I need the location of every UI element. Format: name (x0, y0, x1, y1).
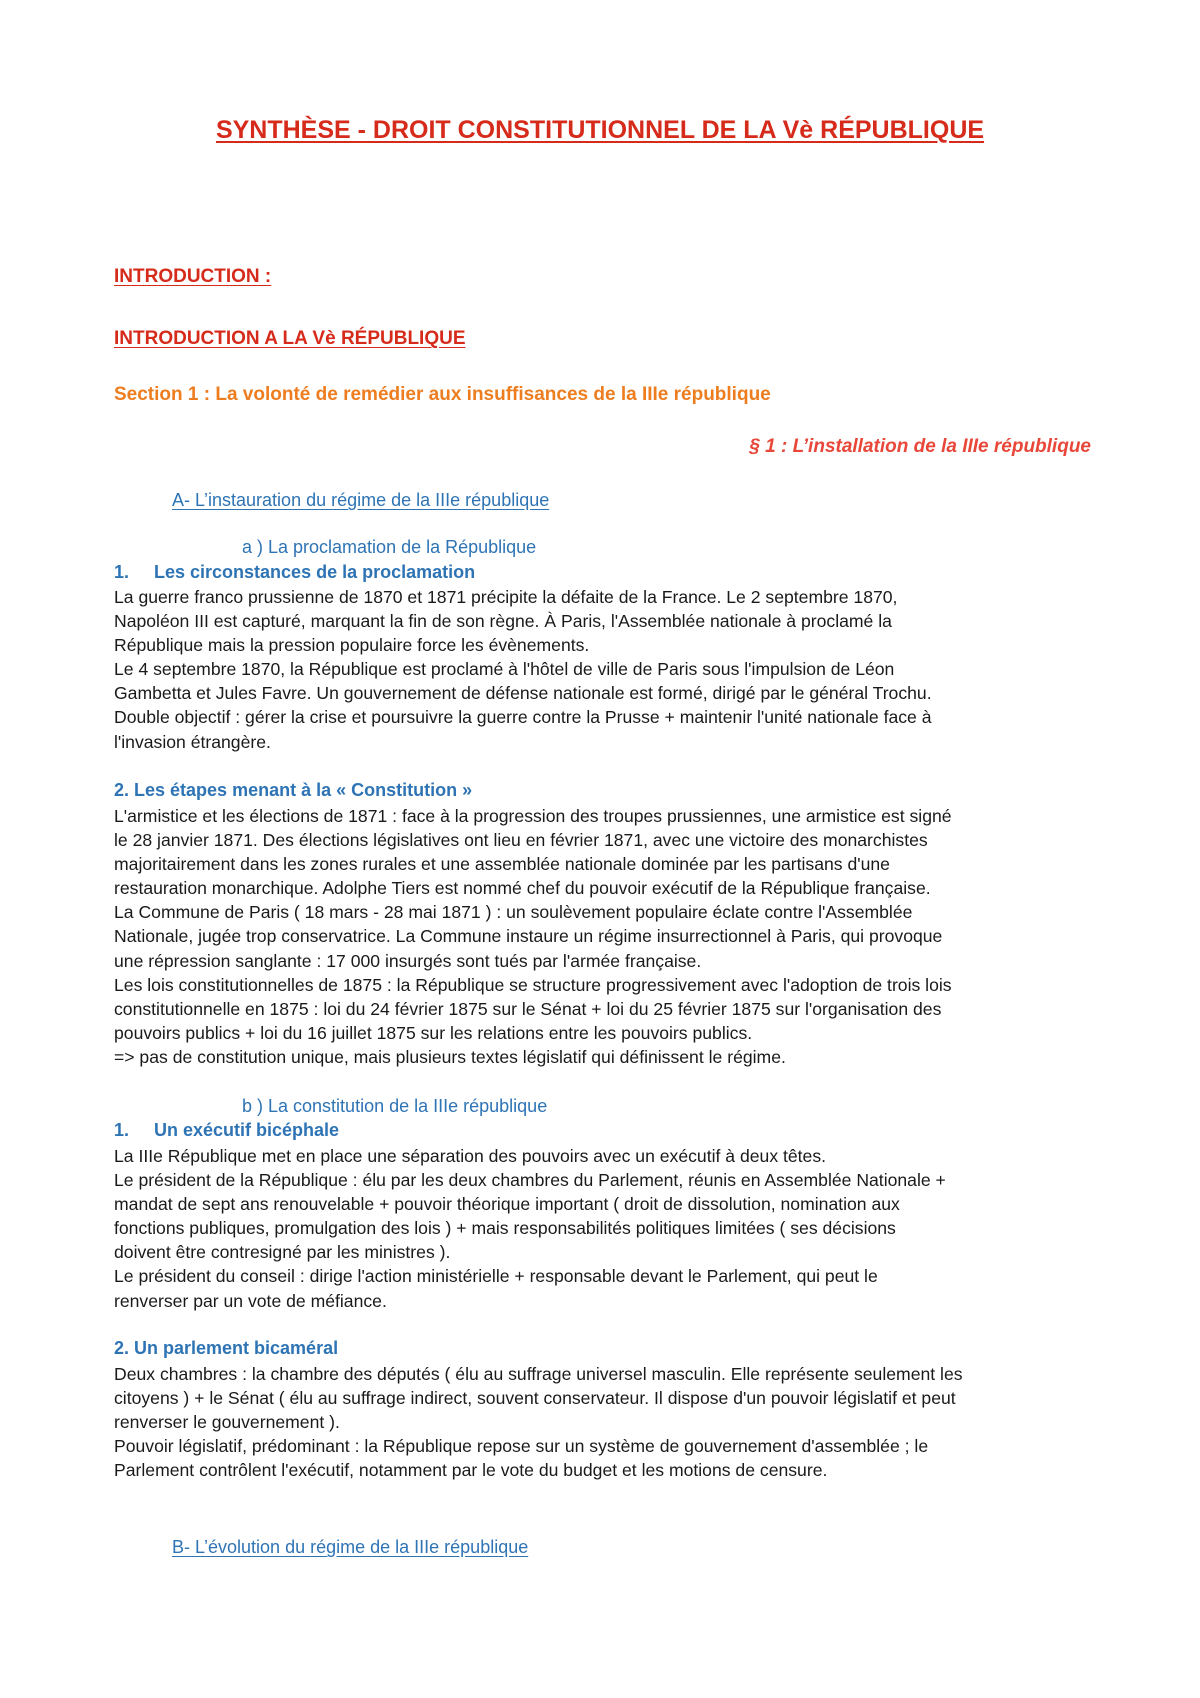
text-line: doivent être contresigné par les ministres ). (114, 1242, 451, 1263)
text-line: L'armistice et les élections de 1871 : face à la progression des troupes prussiennes, une armistice est signé (114, 806, 952, 826)
text-line: Nationale, jugée trop conservatrice. La Commune instaure un régime insurrectionnel à Paris, qui provoque (114, 926, 943, 947)
part-a-heading: A- L’instauration du régime de la IIIe république (172, 490, 550, 510)
heading-text: Un exécutif bicéphale (154, 1120, 340, 1140)
heading-parlement: 2. Un parlement bicaméral (114, 1338, 339, 1358)
text-block-etapes (114, 804, 952, 1069)
subpart-b-heading: b ) La constitution de la IIIe république (242, 1096, 548, 1116)
text-line: => pas de constitution unique, mais plusieurs textes législatif qui définissent le régime. (114, 1046, 786, 1067)
introduction-subheading: INTRODUCTION A LA Vè RÉPUBLIQUE (114, 328, 466, 349)
text-block-parlement (114, 1362, 963, 1482)
text-line: Deux chambres : la chambre des députés ( élu au suffrage universel masculin. Elle représente seulement les (114, 1364, 963, 1384)
text-line: fonctions publiques, promulgation des lois ) + mais responsabilités politiques limitées ( ses décisions (114, 1218, 896, 1239)
text-line: Pouvoir législatif, prédominant : la République repose sur un système de gouvernement d'assemblée ; le (114, 1436, 929, 1457)
text-block-circonstances (114, 585, 932, 754)
text-line: constitutionnelle en 1875 : loi du 24 février 1875 sur le Sénat + loi du 25 février 1875 sur l'organisation des (114, 998, 942, 1019)
text-line: renverser le gouvernement ). (114, 1412, 340, 1433)
text-line: restauration monarchique. Adolphe Tiers est nommé chef du pouvoir exécutif de la République française. (114, 878, 931, 899)
text-line: le 28 janvier 1871. Des élections législatives ont lieu en février 1871, avec une victoire des monarchistes (114, 830, 928, 851)
text-line: République mais la pression populaire force les évènements. (114, 635, 590, 656)
text-line: Gambetta et Jules Favre. Un gouvernement de défense nationale est formé, dirigé par le général Trochu. (114, 683, 932, 704)
text-line: renverser par un vote de méfiance. (114, 1290, 387, 1311)
text-line: l'invasion étrangère. (114, 731, 271, 752)
heading-number: 1. (114, 1120, 130, 1140)
heading-etapes: 2. Les étapes menant à la « Constitution » (114, 780, 473, 800)
text-line: La guerre franco prussienne de 1870 et 1871 précipite la défaite de la France. Le 2 septembre 1870, (114, 587, 898, 607)
text-line: Les lois constitutionnelles de 1875 : la République se structure progressivement avec l'adoption de trois lois (114, 974, 952, 995)
text-block-executif (114, 1144, 946, 1313)
text-line: pouvoirs publics + loi du 16 juillet 1875 sur les relations entre les pouvoirs publics. (114, 1022, 753, 1043)
text-line: Parlement contrôlent l'exécutif, notamment par le vote du budget et les motions de censure. (114, 1460, 828, 1481)
text-line: Le président de la République : élu par les deux chambres du Parlement, réunis en Assemblée Nationale + (114, 1170, 946, 1191)
heading-executif (114, 1120, 339, 1141)
text-line: mandat de sept ans renouvelable + pouvoir théorique important ( droit de dissolution, nomination aux (114, 1194, 900, 1215)
text-line: Le président du conseil : dirige l'action ministérielle + responsable devant le Parlement, qui peut le (114, 1266, 878, 1287)
heading-circonstances (114, 562, 475, 583)
text-line: Le 4 septembre 1870, la République est proclamé à l'hôtel de ville de Paris sous l'impulsion de Léon (114, 659, 895, 680)
subpart-a-heading: a ) La proclamation de la République (242, 537, 537, 557)
part-b-heading: B- L’évolution du régime de la IIIe république (172, 1537, 529, 1557)
section-1-heading: Section 1 : La volonté de remédier aux insuffisances de la IIIe république (114, 384, 771, 405)
heading-text: Les circonstances de la proclamation (154, 562, 476, 582)
text-line: Double objectif : gérer la crise et poursuivre la guerre contre la Prusse + maintenir l'unité nationale face à (114, 707, 932, 728)
text-line: majoritairement dans les zones rurales et une assemblée nationale dominée par les partisans d'une (114, 854, 890, 875)
text-line: La Commune de Paris ( 18 mars - 28 mai 1871 ) : un soulèvement populaire éclate contre l'Assemblée (114, 902, 913, 923)
text-line: La IIIe République met en place une séparation des pouvoirs avec un exécutif à deux têtes. (114, 1146, 827, 1166)
introduction-heading: INTRODUCTION : (114, 266, 272, 287)
text-line: une répression sanglante : 17 000 insurgés sont tués par l'armée française. (114, 950, 702, 971)
heading-number: 1. (114, 562, 130, 582)
text-line: citoyens ) + le Sénat ( élu au suffrage indirect, souvent conservateur. Il dispose d'un pouvoir législatif et peut (114, 1388, 956, 1409)
paragraph-1-heading: § 1 : L’installation de la IIIe république (749, 436, 1091, 457)
document-title: SYNTHÈSE - DROIT CONSTITUTIONNEL DE LA Vè RÉPUBLIQUE (215, 116, 985, 144)
text-line: Napoléon III est capturé, marquant la fin de son règne. À Paris, l'Assemblée nationale à proclamé la (114, 611, 892, 632)
